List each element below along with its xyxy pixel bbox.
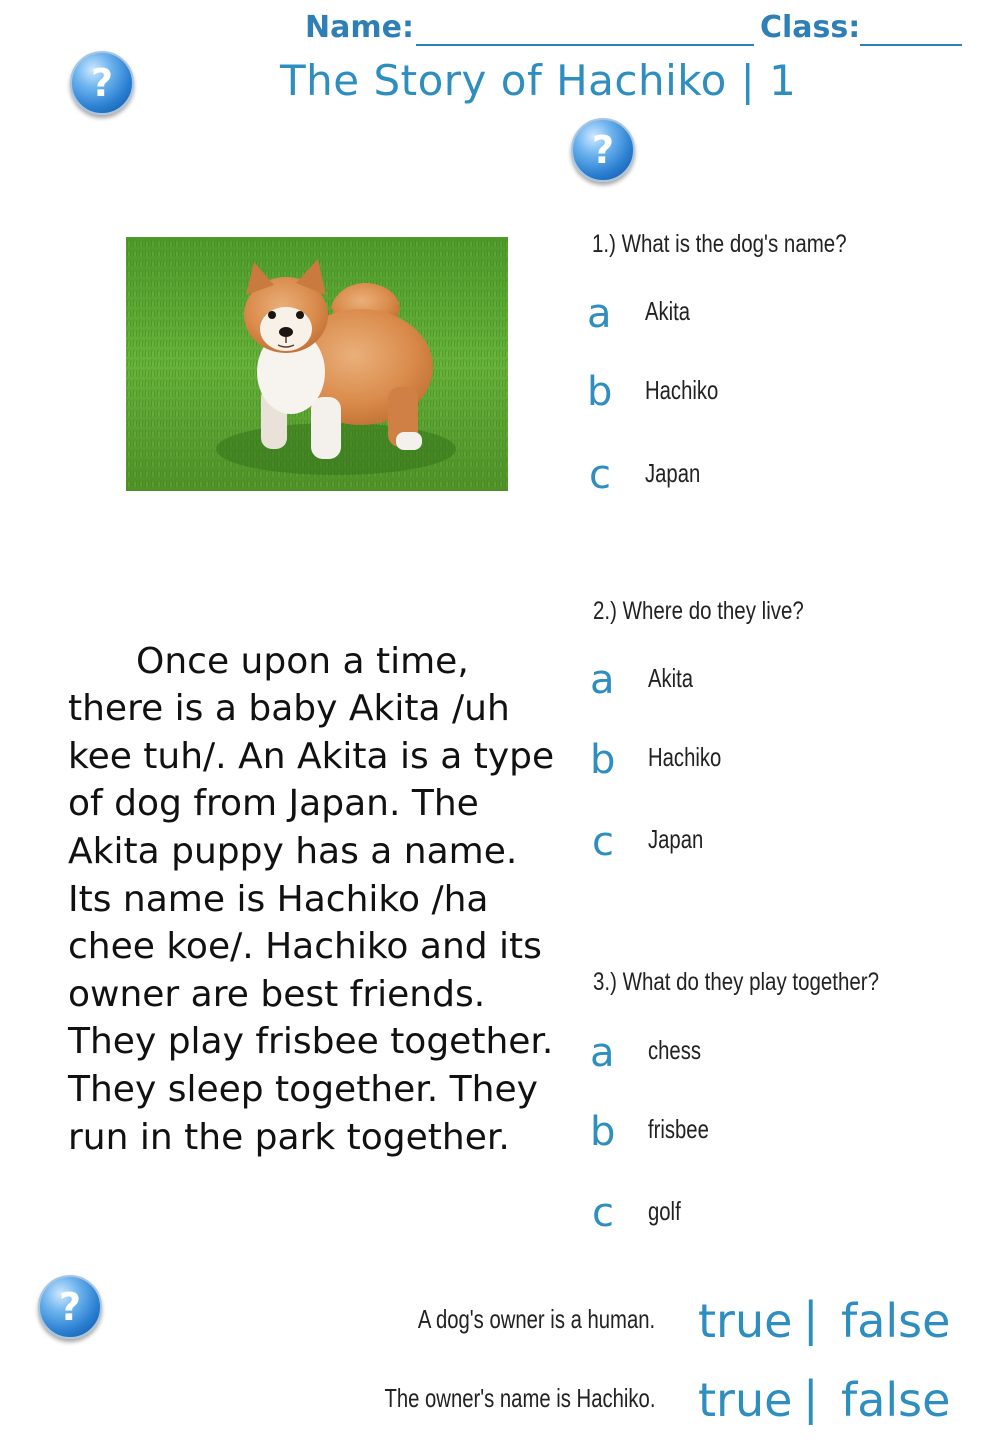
q2-option-c-letter[interactable]: c: [592, 819, 614, 865]
q2-option-c[interactable]: Japan: [648, 824, 704, 854]
tf1-separator: |: [803, 1292, 819, 1346]
help-button-true-false[interactable]: [38, 1275, 102, 1339]
help-button-questions[interactable]: [571, 118, 635, 182]
puppy-illustration: [126, 237, 508, 491]
class-label: Class:: [760, 10, 861, 45]
class-field[interactable]: [860, 44, 962, 46]
help-button-title[interactable]: [70, 51, 134, 115]
question-3-prompt: 3.) What do they play together?: [593, 968, 880, 996]
name-label: Name:: [305, 10, 414, 45]
page-title: The Story of Hachiko | 1: [280, 56, 797, 105]
question-mark-icon: ?: [591, 128, 615, 172]
question-mark-icon: ?: [90, 61, 114, 105]
question-1-prompt: 1.) What is the dog's name?: [592, 230, 847, 258]
q3-option-c-letter[interactable]: c: [592, 1190, 614, 1236]
q3-option-c[interactable]: golf: [648, 1196, 681, 1226]
tf-statement-2: The owner's name is Hachiko.: [383, 1383, 655, 1413]
puppy-photo: [126, 237, 508, 491]
q2-option-b-letter[interactable]: b: [590, 737, 616, 783]
q1-option-a[interactable]: Akita: [645, 296, 691, 326]
q2-option-a[interactable]: Akita: [648, 663, 694, 693]
story-text: [68, 590, 558, 1161]
tf-statement-1: A dog's owner is a human.: [417, 1304, 655, 1334]
tf2-true-button[interactable]: true: [698, 1373, 793, 1427]
q3-option-b-letter[interactable]: b: [590, 1109, 616, 1155]
tf1-true-button[interactable]: true: [698, 1294, 793, 1348]
q1-option-c-letter[interactable]: c: [589, 452, 611, 498]
q2-option-b[interactable]: Hachiko: [648, 742, 722, 772]
question-mark-icon: ?: [58, 1285, 82, 1329]
tf2-separator: |: [803, 1371, 819, 1425]
q1-option-b[interactable]: Hachiko: [645, 375, 719, 405]
question-2-prompt: 2.) Where do they live?: [593, 597, 804, 625]
name-field[interactable]: [416, 44, 754, 46]
q2-option-a-letter[interactable]: a: [590, 657, 615, 703]
story-paragraph: Once upon a time, there is a baby Akita /uh kee tuh/. An Akita is a type of dog from Japan. The Akita puppy has a name. Its name is Hachiko /ha chee koe/. Hachiko and its owner are best friends. They play frisbee together. They sleep together. They run in the park together.: [68, 640, 555, 1158]
q3-option-a-letter[interactable]: a: [590, 1030, 615, 1076]
q3-option-b[interactable]: frisbee: [648, 1114, 709, 1144]
q1-option-b-letter[interactable]: b: [587, 369, 613, 415]
q1-option-a-letter[interactable]: a: [587, 291, 612, 337]
tf2-false-button[interactable]: false: [841, 1373, 951, 1427]
tf1-false-button[interactable]: false: [841, 1294, 951, 1348]
q1-option-c[interactable]: Japan: [645, 458, 701, 488]
q3-option-a[interactable]: chess: [648, 1035, 701, 1065]
